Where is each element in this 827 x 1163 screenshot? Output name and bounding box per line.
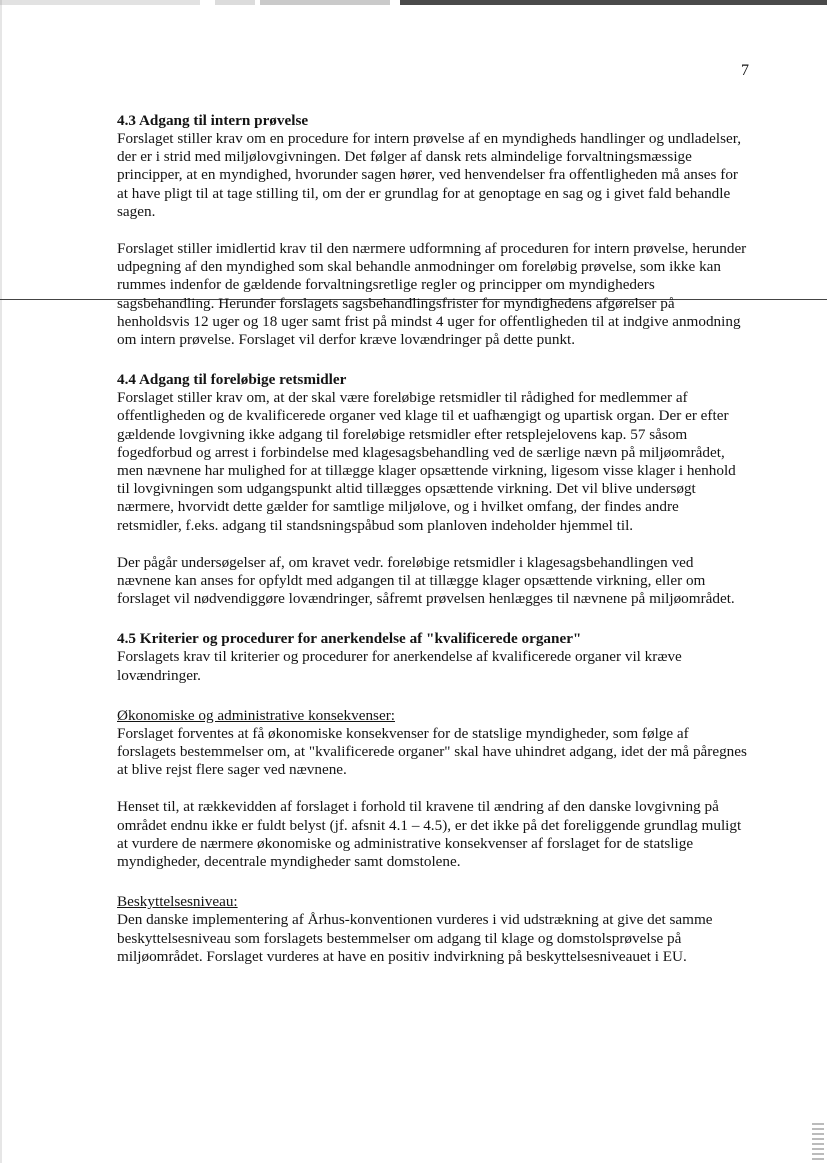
paragraph: Forslagets krav til kriterier og procedurer for anerkendelse af kvalificerede organer vil kræve lovændringer. xyxy=(117,648,682,684)
subsection-heading: Beskyttelsesniveau: xyxy=(117,893,238,911)
section-4-5 xyxy=(117,630,747,684)
scan-top-border xyxy=(0,0,827,7)
paragraph: Henset til, at rækkevidden af forslaget i forhold til kravene til ændring af den danske lovgivning på området endnu ikke er fuldt belyst (jf. afsnit 4.1 – 4.5), er det ikke på det foreliggende grundlag muligt at vurdere de nærmere økonomiske og administrative konsekvenser af forslaget for de statslige myndigheder, decentrale myndigheder samt domstolene. xyxy=(117,798,742,871)
scan-margin-mark xyxy=(812,1120,824,1160)
paragraph: Den danske implementering af Århus-konventionen vurderes i vid udstrækning at give det samme beskyttelsesniveau som forslagets bestemmelser om adgang til klage og domstolsprøvelse på miljøområdet. Forslaget vurderes at have en positiv indvirkning på beskyttelsesniveauet i EU. xyxy=(117,911,713,965)
document-body xyxy=(117,112,747,966)
section-heading: 4.5 Kriterier og procedurer for anerkendelse af "kvalificerede organer" xyxy=(117,630,582,648)
subsection-protection-level xyxy=(117,893,747,966)
scan-left-edge xyxy=(0,0,2,1163)
section-4-3 xyxy=(117,112,747,349)
paragraph: Forslaget stiller krav om, at der skal være foreløbige retsmidler til rådighed for medlemmer af offentligheden og de kvalificerede organer ved klage til et uafhængigt og upartisk organ. Der er efter gældende lovgivning ikke adgang til foreløbige retsmidler efter retsplejelovens kap. 57 såsom fogedforbud og arrest i forbindelse med klagesagsbehandling ved de særlige nævn på miljøområdet, men nævnene har mulighed for at tillægge klager opsættende virkning, ligesom visse klager i henhold til lovgivningen som udgangspunkt altid tillægges opsættende virkning. Det vil blive undersøgt nærmere, hvorvidt dette gælder for samtlige miljølove, og i hvilket omfang, der findes andre retsmidler, f.eks. adgang til standsningspåbud som planloven indeholder hjemmel til. xyxy=(117,389,736,534)
section-heading: 4.3 Adgang til intern prøvelse xyxy=(117,112,309,129)
page-number: 7 xyxy=(741,62,749,79)
paragraph: Forslaget stiller imidlertid krav til den nærmere udformning af proceduren for intern prøvelse, herunder udpegning af den myndighed som skal behandle anmodninger om foreløbig prøvelse, som ikke kan rummes indenfor de gældende forvaltningsretlige regler og principper om myndigheders sagsbehandling. Herunder forslagets sagsbehandlingsfrister for myndighedens afgørelser på henholdsvis 12 uger og 18 uger samt frist på mindst 4 uger for offentligheden til at indgive anmodning om intern prøvelse. Forslaget vil derfor kræve lovændringer på dette punkt. xyxy=(117,240,747,349)
paragraph: Forslaget stiller krav om en procedure for intern prøvelse af en myndigheds handlinger og undladelser, der er i strid med miljølovgivningen. Det følger af dansk rets almindelige forvaltningsmæssige principper, at en myndighed, hvorunder sagen hører, ved henvendelser fra offentligheden må anses for at have pligt til at tage stilling til, om der er grundlag for at genoptage en sag og i givet fald behandle sagen. xyxy=(117,130,741,220)
paragraph: Forslaget forventes at få økonomiske konsekvenser for de statslige myndigheder, som følge af forslagets bestemmelser om, at "kvalificerede organer" skal have uhindret adgang, idet der må påregnes at blive rejst flere sager ved nævnene. xyxy=(117,724,747,779)
subsection-economic-consequences xyxy=(117,707,747,871)
section-heading: 4.4 Adgang til foreløbige retsmidler xyxy=(117,371,347,389)
paragraph: Der pågår undersøgelser af, om kravet vedr. foreløbige retsmidler i klagesagsbehandlingen ved nævnene kan anses for opfyldt med adgangen til at tillægge klager opsættende virkning, eller om forslaget vil nødvendiggøre lovændringer, såfremt prøvelsen henlægges til nævnene på miljøområdet. xyxy=(117,553,735,608)
subsection-heading: Økonomiske og administrative konsekvenser: xyxy=(117,706,395,724)
section-4-4 xyxy=(117,371,747,608)
